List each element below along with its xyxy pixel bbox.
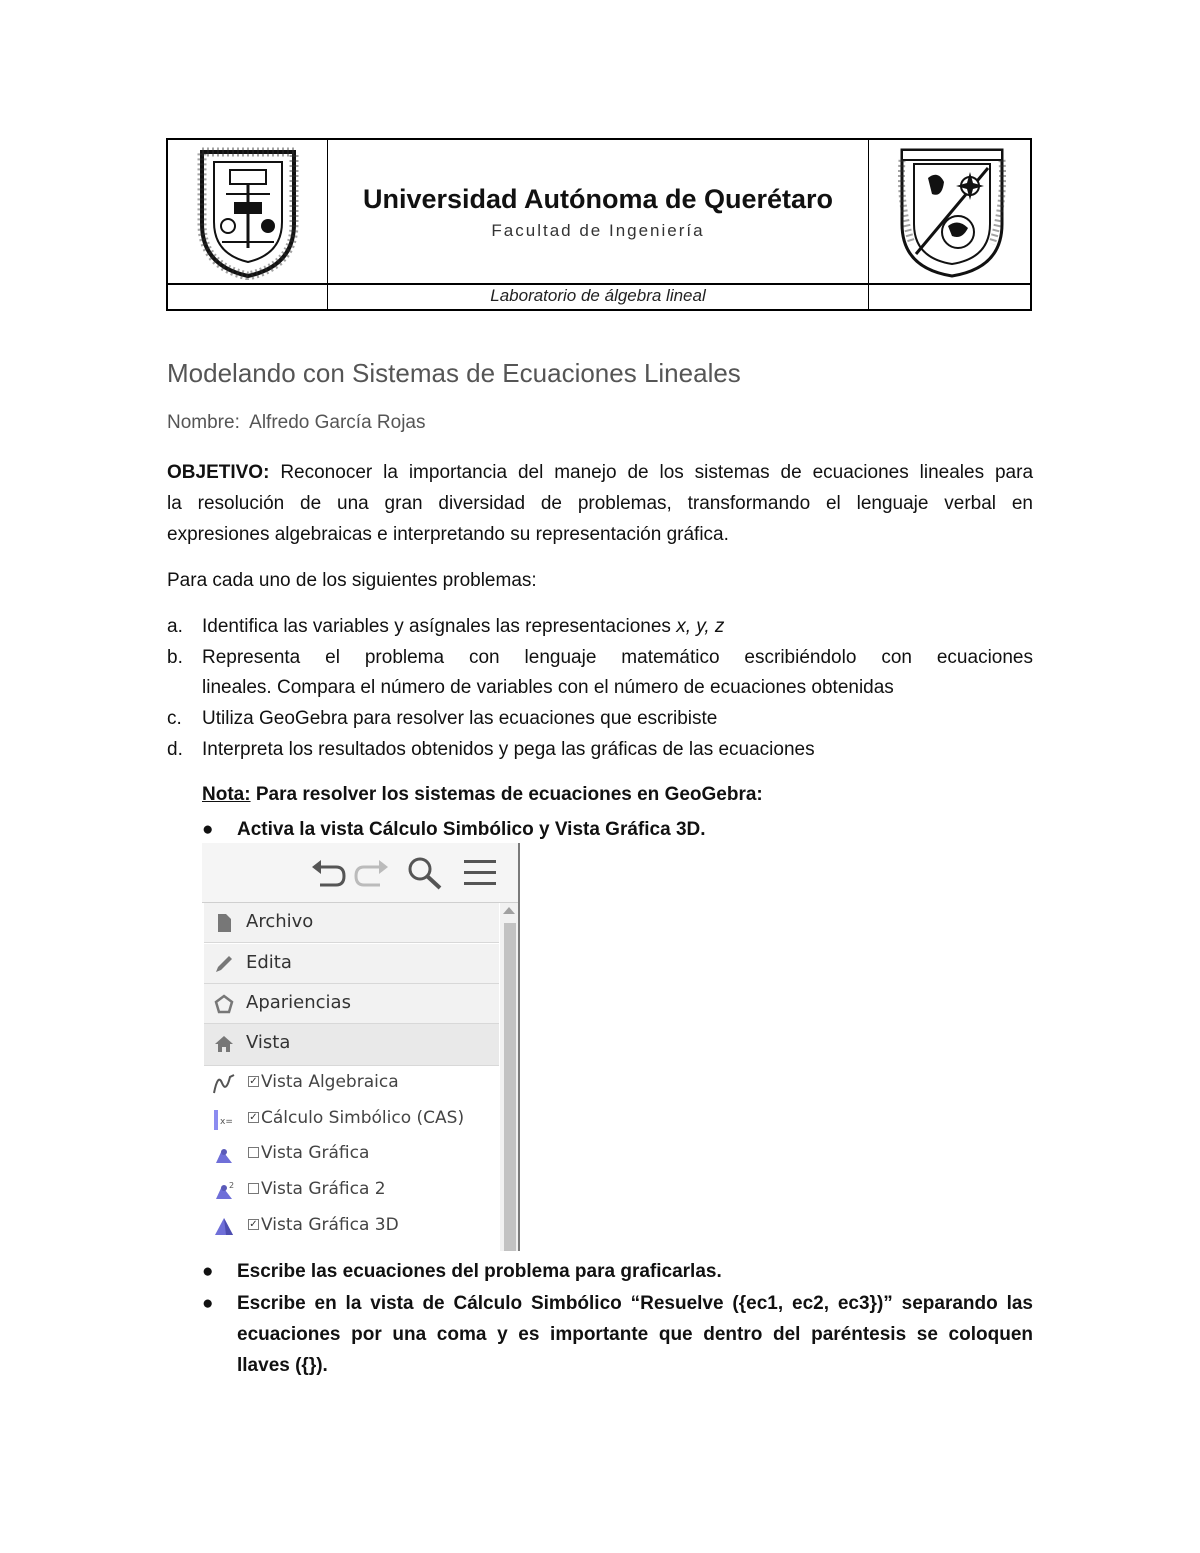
- bullet-text: Activa la vista Cálculo Simbólico y Vista Gráfica 3D.: [237, 819, 706, 840]
- pencil-icon: [214, 954, 234, 974]
- checkbox[interactable]: ✓: [249, 1112, 258, 1123]
- objective-line: la resolución de una gran diversidad de problemas, transformando el lenguaje verbal en: [167, 493, 1033, 514]
- list-item: [167, 612, 1033, 642]
- bullet-icon: ●: [202, 1293, 214, 1314]
- geogebra-menu-screenshot: [202, 843, 520, 1251]
- svg-text:2: 2: [229, 1181, 235, 1190]
- bullet-text: ecuaciones por una coma y es importante que dentro del paréntesis se coloquen: [237, 1324, 1033, 1345]
- menu-item-label: Archivo: [246, 911, 314, 932]
- geogebra-toolbar: [202, 843, 518, 903]
- cas-view-icon: [212, 1109, 236, 1131]
- step-variables: x, y, z: [676, 616, 725, 637]
- list-marker: d.: [167, 739, 183, 760]
- menu-item-label: Edita: [246, 952, 292, 973]
- objective-line: expresiones algebraicas e interpretando su representación gráfica.: [167, 524, 729, 545]
- panel-border: [518, 843, 520, 1251]
- bullet-text: Escribe las ecuaciones del problema para graficarlas.: [237, 1261, 722, 1282]
- note: [202, 784, 763, 806]
- bullet-item: [202, 1288, 1033, 1381]
- home-icon: [214, 1034, 234, 1054]
- list-marker: c.: [167, 708, 182, 729]
- bullet-text: Escribe en la vista de Cálculo Simbólico “Resuelve ({ec1, ec2, ec3})” separando las: [237, 1293, 1033, 1314]
- scroll-up-icon[interactable]: [503, 907, 515, 914]
- university-seal-logo: [898, 144, 1006, 280]
- view-item-cas[interactable]: [204, 1103, 499, 1137]
- checkbox[interactable]: ✓: [249, 1219, 258, 1230]
- bullet-text: llaves ({}).: [237, 1355, 328, 1376]
- faculty-name: Facultad de Ingeniería: [491, 221, 705, 240]
- bullet-item: [202, 814, 1033, 845]
- step-text: Representa el problema con lenguaje matemático escribiéndolo con ecuaciones: [202, 647, 1033, 668]
- step-text: Identifica las variables y asígnales las representaciones: [202, 616, 677, 637]
- objective-line: [167, 457, 1033, 488]
- view-item-graphics[interactable]: [204, 1138, 499, 1172]
- checkbox[interactable]: [248, 1183, 259, 1194]
- lab-name: Laboratorio de álgebra lineal: [490, 286, 706, 305]
- hamburger-menu-icon[interactable]: [462, 857, 498, 889]
- menu-item-label: Vista: [246, 1032, 291, 1053]
- note-label: Nota:: [202, 784, 251, 805]
- objective-label: OBJETIVO:: [167, 462, 270, 483]
- intro-text: Para cada uno de los siguientes problemas:: [167, 570, 537, 591]
- menu-item-vista[interactable]: [204, 1024, 499, 1066]
- graphics-view-icon: [212, 1144, 236, 1166]
- bullet-icon: ●: [202, 819, 214, 840]
- name-value: Alfredo García Rojas: [249, 412, 426, 433]
- view-item-label: Vista Gráfica 3D: [261, 1215, 399, 1235]
- name-label: Nombre:: [167, 412, 240, 433]
- checkbox[interactable]: ✓: [249, 1076, 258, 1087]
- bullet-icon: ●: [202, 1261, 214, 1282]
- step-text: lineales. Compara el número de variables con el número de ecuaciones obtenidas: [202, 677, 894, 698]
- perspectives-icon: [214, 994, 234, 1014]
- file-icon: [214, 913, 234, 933]
- svg-text:x=: x=: [220, 1117, 233, 1127]
- header-table: [166, 138, 1032, 311]
- graphics-view-2-icon: [212, 1180, 236, 1202]
- menu-item-archivo[interactable]: [204, 903, 499, 943]
- checkbox[interactable]: [248, 1147, 259, 1158]
- step-text: Utiliza GeoGebra para resolver las ecuaciones que escribiste: [202, 708, 718, 729]
- faculty-seal-logo: [196, 144, 300, 280]
- document-title: Modelando con Sistemas de Ecuaciones Lineales: [167, 358, 741, 388]
- list-marker: a.: [167, 616, 183, 637]
- menu-item-apariencias[interactable]: [204, 984, 499, 1024]
- note-text: Para resolver los sistemas de ecuaciones en GeoGebra:: [250, 784, 763, 805]
- algebra-view-icon: [212, 1073, 236, 1095]
- steps-list: [167, 612, 1033, 765]
- undo-icon[interactable]: [310, 857, 346, 889]
- view-item-graphics-2[interactable]: [204, 1174, 499, 1208]
- scrollbar-thumb[interactable]: [504, 923, 516, 1251]
- redo-icon[interactable]: [354, 857, 390, 889]
- view-item-algebra[interactable]: [204, 1067, 499, 1101]
- list-item: [167, 643, 1033, 703]
- bullet-item: [202, 1256, 1033, 1287]
- list-item: [167, 735, 1033, 765]
- graphics-3d-view-icon: [212, 1216, 236, 1238]
- student-name: [167, 412, 426, 434]
- objective-paragraph: [167, 457, 1033, 550]
- list-marker: b.: [167, 647, 183, 668]
- menu-item-edita[interactable]: [204, 944, 499, 984]
- view-item-label: Vista Algebraica: [261, 1072, 399, 1092]
- menu-item-label: Apariencias: [246, 992, 351, 1013]
- view-item-graphics-3d[interactable]: [204, 1210, 499, 1244]
- search-icon[interactable]: [406, 855, 444, 891]
- view-item-label: Cálculo Simbólico (CAS): [261, 1108, 465, 1128]
- header-divider: [168, 283, 1030, 285]
- step-text: Interpreta los resultados obtenidos y pega las gráficas de las ecuaciones: [202, 739, 815, 760]
- list-item: [167, 704, 1033, 734]
- objective-text: Reconocer la importancia del manejo de los sistemas de ecuaciones lineales para: [280, 462, 1034, 483]
- view-item-label: Vista Gráfica 2: [261, 1179, 386, 1199]
- university-name: Universidad Autónoma de Querétaro: [362, 184, 834, 214]
- view-item-label: Vista Gráfica: [261, 1143, 370, 1163]
